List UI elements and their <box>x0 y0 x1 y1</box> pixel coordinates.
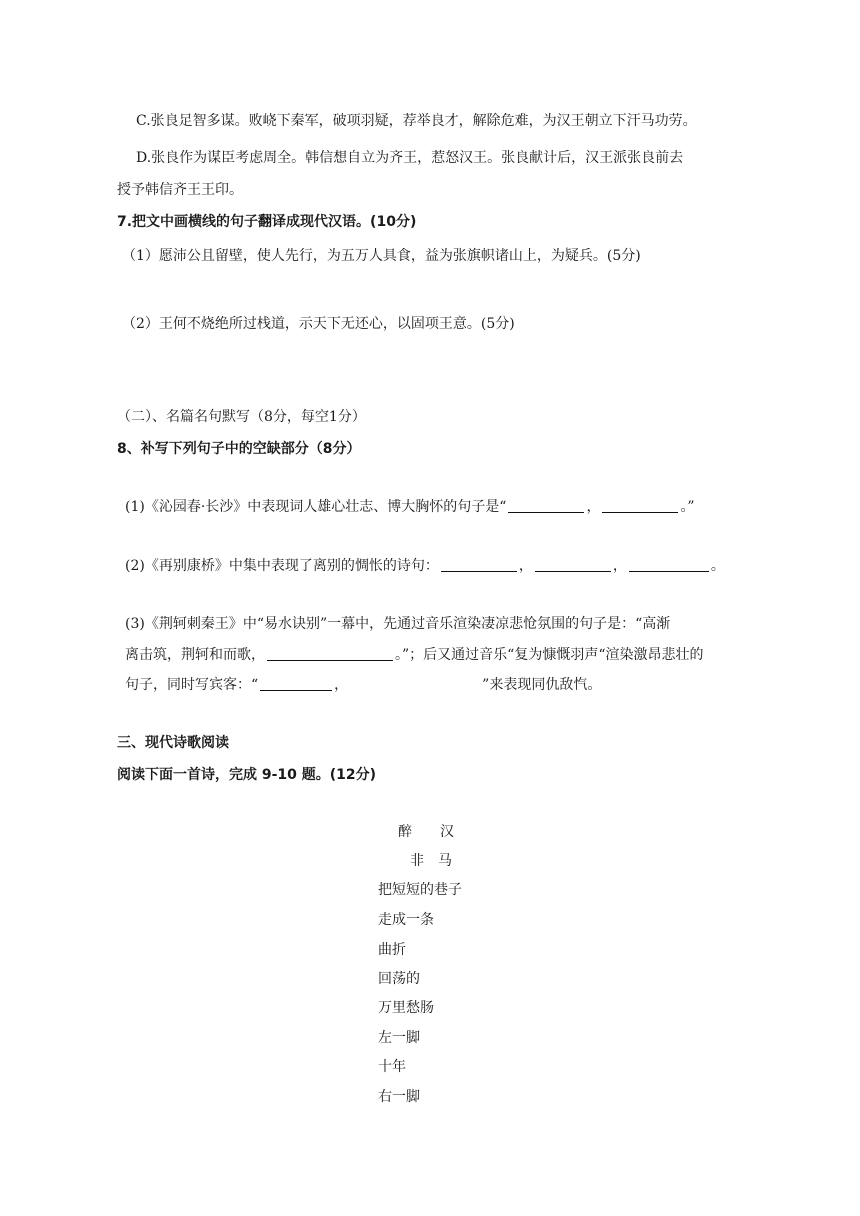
question-8-item2 <box>125 556 725 576</box>
option-d-line1: D.张良作为谋臣考虑周全。韩信想自立为齐王，惹怒汉王。张良献计后，汉王派张良前去 <box>136 150 684 166</box>
answer-blank <box>441 557 517 572</box>
item2-text: (2)《再别康桥》中集中表现了离别的惆怅的诗句： <box>125 558 439 574</box>
item2-separator: ， <box>518 558 533 574</box>
item3-separator: ， <box>334 677 349 693</box>
poem-line: 曲折 <box>378 942 406 958</box>
item1-text: (1)《沁园春·长沙》中表现词人雄心壮志、博大胸怀的句子是“ <box>125 499 507 515</box>
option-c: C.张良足智多谋。败峣下秦军，破项羽疑，荐举良才，解除危难，为汉王朝立下汗马功劳。 <box>136 113 697 129</box>
poem-line: 右一脚 <box>378 1089 420 1105</box>
question-8-title: 8、补写下列句子中的空缺部分（8分） <box>117 441 361 457</box>
item3-text: ”来表现同仇敌忾。 <box>482 677 602 693</box>
poem-line: 万里愁肠 <box>378 1000 434 1016</box>
question-8-item3-line2 <box>125 645 703 665</box>
section-3-instruction: 阅读下面一首诗，完成 9-10 题。(12分) <box>117 767 377 783</box>
answer-blank <box>267 646 393 661</box>
item3-text: 。”；后又通过音乐“复为慷慨羽声“渲染激昂悲壮的 <box>395 647 704 663</box>
poem-title: 醉 汉 <box>398 824 454 840</box>
question-8-item1 <box>125 497 695 517</box>
item3-text: 句子，同时写宾客：“ <box>125 677 259 693</box>
section-2-title: （二）、名篇名句默写（8分，每空1分） <box>117 409 366 425</box>
poem-author: 非 马 <box>410 853 452 869</box>
answer-blank <box>602 498 678 513</box>
poem-line: 把短短的巷子 <box>378 882 462 898</box>
poem-line: 左一脚 <box>378 1030 420 1046</box>
question-8-item3-line3 <box>125 675 601 695</box>
poem-line: 走成一条 <box>378 912 434 928</box>
item1-end: 。” <box>680 499 695 515</box>
section-3-title: 三、现代诗歌阅读 <box>117 735 229 751</box>
answer-blank <box>629 557 709 572</box>
answer-blank <box>260 676 332 691</box>
item1-separator: ， <box>586 499 601 515</box>
poem-line: 十年 <box>378 1059 406 1075</box>
item3-text: 离击筑，荆轲和而歌， <box>125 647 265 663</box>
answer-blank <box>508 498 584 513</box>
poem-line: 回荡的 <box>378 971 420 987</box>
answer-blank <box>535 557 611 572</box>
question-7-title: 7.把文中画横线的句子翻译成现代汉语。(10分) <box>117 214 417 230</box>
item2-separator: ， <box>612 558 627 574</box>
question-7-item2: （2）王何不烧绝所过栈道，示天下无还心，以固项王意。(5分) <box>122 316 515 332</box>
question-8-item3-line1: (3)《荆轲刺秦王》中“易水诀别”一幕中，先通过音乐渲染凄凉悲怆氛围的句子是：“高渐 <box>125 616 671 632</box>
item2-end: 。 <box>710 558 725 574</box>
question-7-item1: （1）愿沛公且留壁，使人先行，为五万人具食，益为张旗帜诸山上，为疑兵。(5分) <box>122 248 641 264</box>
option-d-line2: 授予韩信齐王王印。 <box>117 182 243 198</box>
